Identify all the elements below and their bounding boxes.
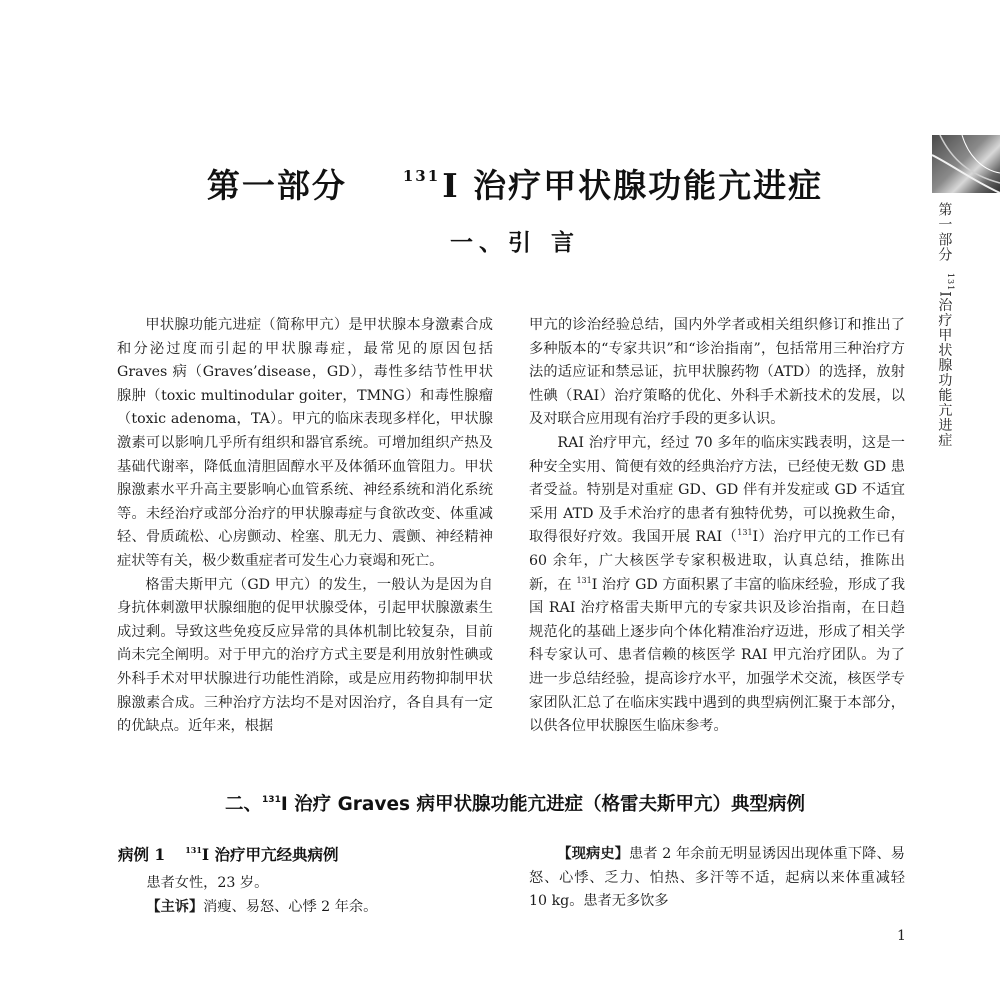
case-1-heading (118, 843, 339, 865)
chief-complaint-label: 【主诉】 (146, 898, 204, 915)
section-2-iso-mass: 131 (262, 795, 281, 805)
section-title-typical-cases (0, 790, 1000, 816)
case-1-title: I 治疗甲亢经典病例 (201, 845, 339, 864)
side-part: 第一部分 (936, 202, 953, 262)
intro-p3-iso-1: 131 (737, 528, 753, 538)
side-iso-mass: 131 (946, 272, 955, 292)
intro-p3-part-b: I）治疗甲亢的工作已有 60 余年，广大核医学专家积极进取，认真总结，推陈出新，在 (529, 529, 906, 593)
intro-p3-part-c: I 治疗 GD 方面积累了丰富的临床经验，形成了我国 RAI 治疗格雷夫斯甲亢的专家共识及诊治指南，在日趋规范化的基础上逐步向个体化精准治疗迈进，形成了相关学科专家认可、患者信赖的核医学 RAI 甲亢治疗团队。为了进一步总结经验，提高诊疗水平，加强学术交流，核医学专家团队汇总了在临床实践中遇到的典型病例汇聚于本部分，以供各位甲状腺医生临床参考。 (529, 576, 906, 735)
section-title-introduction: 一、引 言 (449, 230, 580, 256)
case-1-left-column (118, 872, 494, 919)
part-title (0, 160, 1000, 207)
intro-p3-iso-2: 131 (576, 575, 592, 585)
page-number: 1 (897, 928, 906, 944)
intro-paragraph-1: 甲状腺功能亢进症（简称甲亢）是甲状腺本身激素合成和分泌过度而引起的甲状腺毒症，最常见的原因包括 Graves 病（Graves’disease，GD），毒性多结节性甲状腺肿（toxic multinodular goiter，TMNG）和毒性腺瘤（toxic adenoma，TA）。甲亢的临床表现多样化，甲状腺激素可以影响几乎所有组织和器官系统。可增加组织产热及基础代谢率，降低血清胆固醇水平及体循环血管阻力。甲状腺激素水平升高主要影响心血管系统、神经系统和消化系统等。未经治疗或部分治疗的甲状腺毒症与食欲改变、体重减轻、骨质疏松、心房颤动、栓塞、肌无力、震颤、神经精神症状等有关，极少数重症者可发生心力衰竭和死亡。 (117, 317, 493, 569)
case-1-history (529, 843, 905, 914)
intro-paragraph-2-continued: 甲亢的诊治经验总结，国内外学者或相关组织修订和推出了多种版本的“专家共识”和“诊治指南”，包括常用三种治疗方法的适应证和禁忌证，抗甲状腺药物（ATD）的选择，放射性碘（RAI）治疗策略的优化、外科手术新技术的发展，以及对联合应用现有治疗手段的更多认识。 (529, 317, 905, 428)
history-label: 【现病史】 (557, 846, 629, 862)
part-iso-mass: 131 (402, 167, 441, 185)
intro-paragraph-2: 格雷夫斯甲亢（GD 甲亢）的发生，一般认为是因为自身抗体刺激甲状腺细胞的促甲状腺受体，引起甲状腺激素生成过剩。导致这些免疫反应异常的具体机制比较复杂，目前尚未完全阐明。对于甲亢的治疗方式主要是利用放射性碘或外科手术对甲状腺进行功能性消除，或是应用药物抑制甲状腺激素合成。三种治疗方法均不是对因治疗，各自具有一定的优缺点。近年来，根据 (117, 576, 493, 735)
case-1-right-column (529, 843, 905, 914)
section-2-prefix: 二、 (225, 794, 263, 815)
case-1-patient: 患者女性，23 岁。 (146, 875, 269, 891)
history-text: 患者 2 年余前无明显诱因出现体重下降、易怒、心悸、乏力、怕热、多汗等不适，起病以来体重减轻 10 kg。患者无多饮多 (529, 846, 905, 910)
part-label: 第一部分 (206, 166, 347, 205)
case-1-label: 病例 1 (118, 845, 166, 864)
case-1-iso-mass: 131 (185, 845, 202, 855)
side-iso-rest: I治疗甲状腺功能亢进症 (936, 291, 953, 448)
intro-p3-part-a: RAI 治疗甲亢，经过 70 多年的临床实践表明，这是一种安全实用、简便有效的经典治疗方法，已经使无数 GD 患者受益。特别是对重症 GD、GD 伴有并发症或 GD 不适宜采用 ATD 及手术治疗的患者有独特优势，可以挽救生命，取得很好疗效。我国开展 RAI（ (529, 434, 905, 546)
intro-column-right (529, 314, 905, 739)
intro-paragraph-3 (529, 432, 905, 739)
part-iso-symbol: I (442, 166, 460, 205)
chief-complaint-text: 消瘦、易怒、心悸 2 年余。 (203, 898, 378, 915)
intro-column-left (117, 314, 493, 739)
section-2-title-rest: I 治疗 Graves 病甲状腺功能亢进症（格雷夫斯甲亢）典型病例 (280, 794, 805, 815)
part-title-rest: 治疗甲状腺功能亢进症 (459, 166, 824, 205)
case-1-chief-complaint (118, 896, 494, 920)
